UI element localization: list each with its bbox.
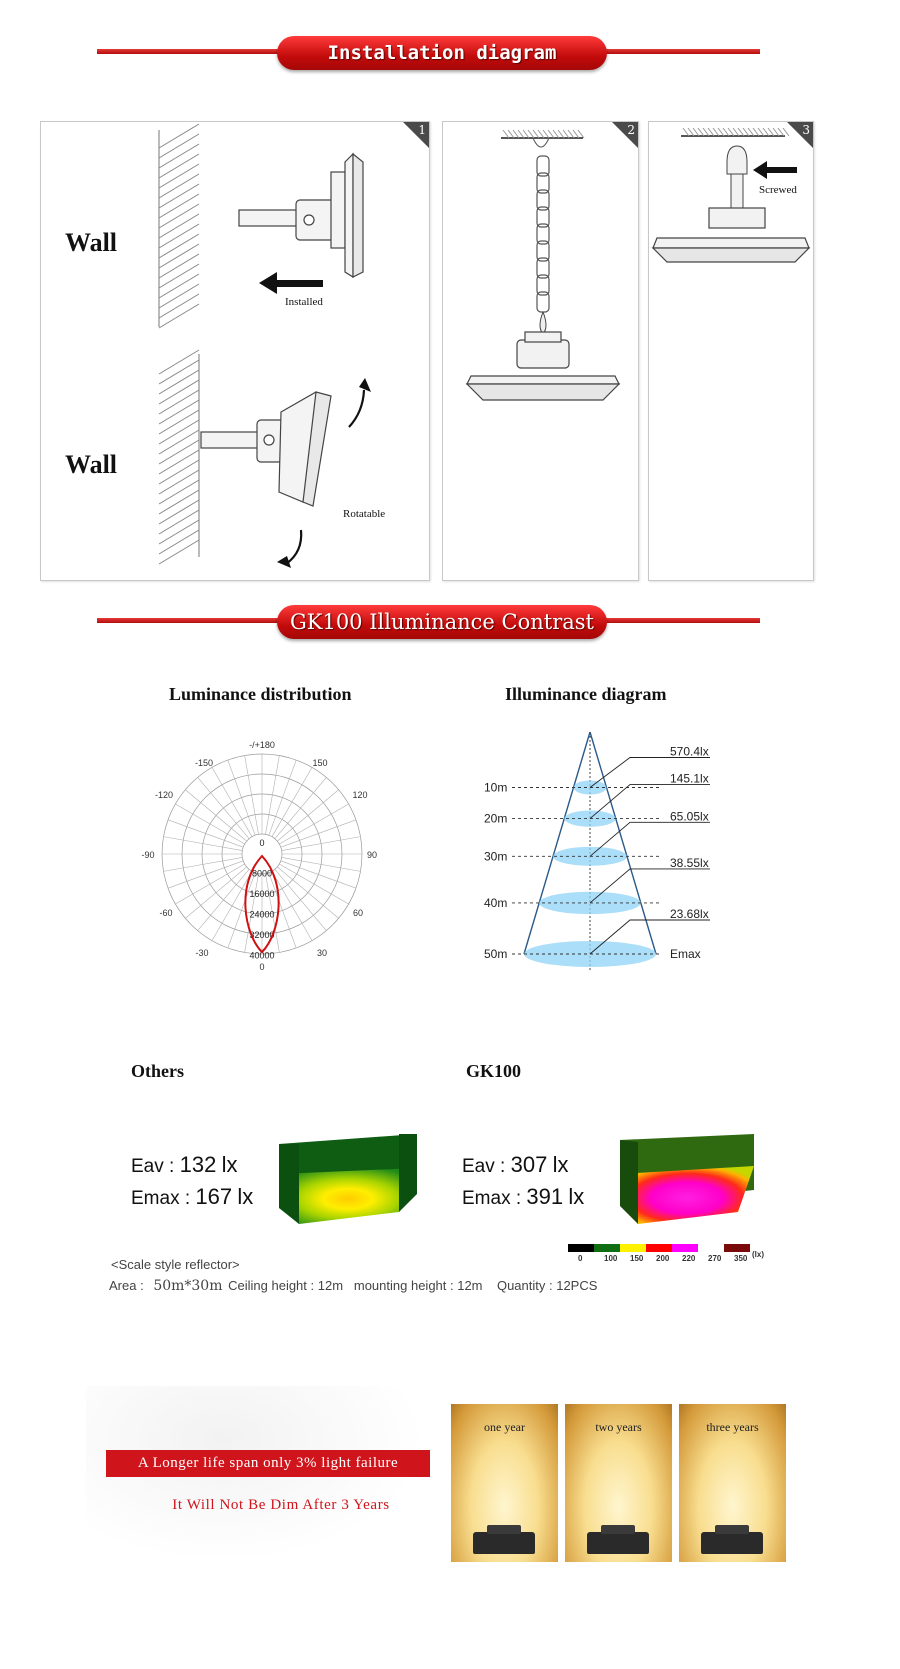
scale-swatch: [568, 1244, 594, 1252]
emax-label: Emax: [670, 947, 701, 961]
quantity: Quantity : 12PCS: [496, 1278, 598, 1293]
install-panel-chain: [442, 121, 639, 581]
polar-angle-label: -120: [154, 790, 174, 800]
gk100-heatmap: [620, 1134, 754, 1224]
height-label: 20m: [484, 811, 508, 826]
scale-swatch: [594, 1244, 620, 1252]
polar-radial-label: 16000: [249, 889, 275, 899]
others-heatmap: [279, 1134, 417, 1224]
gk100-emax: Emax : 391 lx: [462, 1184, 585, 1209]
scale-label: 200: [656, 1254, 670, 1263]
area-value: 50m*30m: [153, 1278, 223, 1294]
gk100-eav: Eav : 307 lx: [462, 1152, 569, 1177]
test-conditions: [109, 1278, 597, 1294]
illuminance-value: 65.05lx: [670, 809, 709, 824]
polar-angle-label: 60: [352, 908, 364, 918]
unit: lx: [552, 1152, 569, 1177]
rotatable-label: Rotatable: [343, 508, 386, 520]
polar-angle-label: 30: [316, 948, 328, 958]
year-card-three: [679, 1404, 786, 1562]
panel-number: 2: [627, 123, 635, 137]
polar-radial-label: 24000: [249, 909, 275, 920]
area-label: Area :: [109, 1278, 144, 1293]
install-panel-screw: [648, 121, 814, 581]
section-title-installation: Installation diagram: [277, 36, 607, 70]
banner-line-left: [97, 618, 287, 623]
polar-angle-label: 0: [259, 962, 265, 972]
others-emax: Emax : 167 lx: [131, 1184, 254, 1209]
year-card-one: [451, 1404, 558, 1562]
illuminance-cone-diagram: [478, 728, 738, 978]
year-label: three years: [706, 1420, 759, 1434]
polar-angle-label: 90: [366, 850, 378, 860]
banner-line-right: [597, 49, 760, 54]
emax-value: 391: [526, 1184, 564, 1209]
polar-radial-label: 40000: [249, 950, 275, 961]
lamp-icon: [587, 1532, 649, 1554]
screw-mount-illustration: [649, 122, 813, 282]
scale-swatch: [646, 1244, 672, 1252]
lamp-icon: [473, 1532, 535, 1554]
lifespan-banner: A Longer life span only 3% light failure: [106, 1450, 430, 1477]
unit: lx: [237, 1184, 254, 1209]
others-title: Others: [131, 1061, 184, 1081]
polar-radial-label: 0: [259, 838, 265, 848]
gk100-title: GK100: [466, 1061, 522, 1081]
eav-value: 307: [510, 1152, 548, 1177]
scale-swatch: [698, 1244, 724, 1252]
banner-line-right: [597, 618, 760, 623]
polar-angle-label: -30: [195, 948, 209, 958]
unit: lx: [221, 1152, 238, 1177]
polar-angle-label: 120: [352, 790, 368, 800]
polar-angle-label: 150: [312, 758, 328, 768]
section-title-illuminance: GK100 Illuminance Contrast: [277, 605, 607, 639]
scale-label: 350: [734, 1254, 748, 1263]
polar-angle-label: -150: [194, 758, 214, 768]
eav-value: 132: [179, 1152, 217, 1177]
scale-unit: (lx): [752, 1250, 764, 1259]
scale-label: 220: [682, 1254, 696, 1263]
year-label: two years: [595, 1420, 642, 1434]
illuminance-title: Illuminance diagram: [505, 684, 667, 704]
illuminance-value: 38.55lx: [670, 855, 709, 870]
lifespan-subtitle: It Will Not Be Dim After 3 Years: [172, 1497, 390, 1513]
scale-label: 0: [578, 1254, 583, 1263]
height-label: 10m: [484, 780, 508, 795]
luminance-title: Luminance distribution: [169, 684, 352, 704]
polar-angle-label: -90: [141, 850, 155, 860]
panel-number: 3: [802, 123, 810, 137]
emax-value: 167: [195, 1184, 233, 1209]
illuminance-value: 570.4lx: [670, 744, 709, 759]
height-label: 50m: [484, 947, 508, 961]
unit: lx: [568, 1184, 585, 1209]
polar-angle-label: -60: [159, 908, 173, 918]
year-label: one year: [484, 1420, 525, 1434]
lux-scale-bar: [568, 1244, 750, 1252]
scale-swatch: [620, 1244, 646, 1252]
install-panel-wall: [40, 121, 430, 581]
illuminance-value: 23.68lx: [670, 907, 709, 921]
others-eav: Eav : 132 lx: [131, 1152, 238, 1177]
screwed-label: Screwed: [759, 184, 797, 196]
lux-scale-labels: [568, 1250, 768, 1266]
polar-radial-label: 8000: [251, 868, 273, 879]
ceiling-height: Ceiling height : 12m: [228, 1278, 344, 1293]
chain-hanging-illustration: [443, 122, 638, 580]
height-label: 30m: [484, 849, 508, 864]
wall-label-top: Wall: [65, 228, 118, 257]
polar-angle-label: -/+180: [249, 740, 275, 750]
scale-swatch: [672, 1244, 698, 1252]
mounting-height: mounting height : 12m: [353, 1278, 483, 1293]
height-label: 40m: [484, 895, 508, 910]
scale-label: 100: [604, 1254, 618, 1263]
polar-luminance-chart: [136, 736, 396, 976]
emax-label: Emax: [462, 1188, 511, 1209]
scale-label: 270: [708, 1254, 722, 1263]
scale-swatch: [724, 1244, 750, 1252]
eav-label: Eav: [462, 1156, 495, 1177]
year-card-two: [565, 1404, 672, 1562]
installed-label: Installed: [285, 296, 323, 308]
reflector-note: <Scale style reflector>: [111, 1257, 240, 1272]
polar-radial-label: 32000: [249, 930, 275, 940]
panel-number: 1: [418, 123, 426, 137]
banner-line-left: [97, 49, 287, 54]
illuminance-value: 145.1lx: [670, 771, 709, 786]
eav-label: Eav: [131, 1156, 164, 1177]
wall-label-bottom: Wall: [65, 450, 118, 479]
lamp-icon: [701, 1532, 763, 1554]
scale-label: 150: [630, 1254, 644, 1263]
emax-label: Emax: [131, 1188, 180, 1209]
